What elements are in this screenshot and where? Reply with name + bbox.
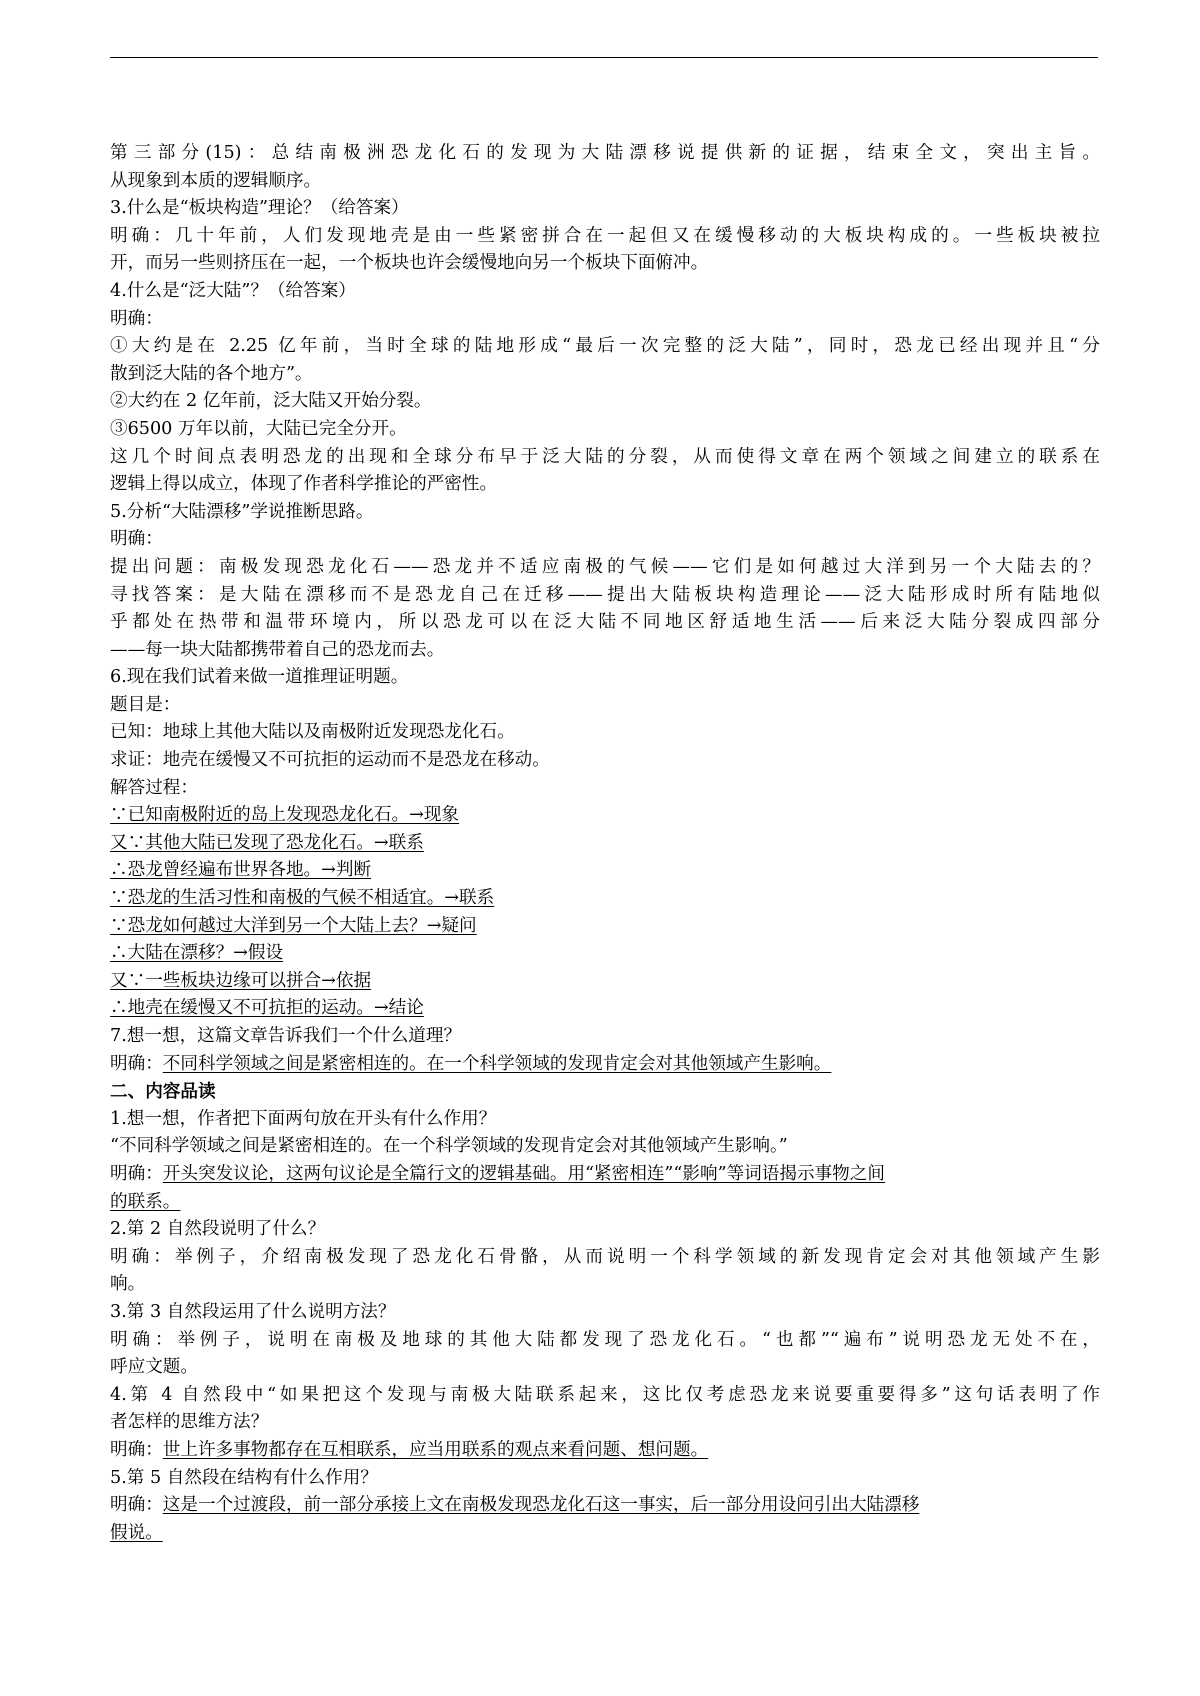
question-heading: 5.分析“大陆漂移”学说推断思路。 xyxy=(110,501,374,522)
text-line: 散到泛大陆的各个地方”。 xyxy=(110,363,313,384)
text-line: 明确：举例子，介绍南极发现了恐龙化石骨骼，从而说明一个科学领域的新发现肯定会对其他领域产生影 xyxy=(110,1246,1100,1267)
quote-line: “不同科学领域之间是紧密相连的。在一个科学领域的发现肯定会对其他领域产生影响。” xyxy=(110,1136,788,1157)
answer-line: 明确：不同科学领域之间是紧密相连的。在一个科学领域的发现肯定会对其他领域产生影响。 xyxy=(110,1053,832,1074)
question-heading: 者怎样的思维方法？ xyxy=(110,1412,269,1433)
text-line: 明确：举例子，说明在南极及地球的其他大陆都发现了恐龙化石。“也都”“遍布”说明恐龙无处不在， xyxy=(110,1329,1100,1350)
text-line: 寻找答案：是大陆在漂移而不是恐龙自己在迁移——提出大陆板块构造理论——泛大陆形成时所有陆地似 xyxy=(110,584,1100,605)
text-line: 乎都处在热带和温带环境内，所以恐龙可以在泛大陆不同地区舒适地生活——后来泛大陆分裂成四部分 xyxy=(110,612,1100,633)
question-heading: 5.第 5 自然段在结构有什么作用？ xyxy=(110,1467,378,1488)
proof-step: ∵恐龙如何越过大洋到另一个大陆上去？→疑问 xyxy=(110,915,477,936)
question-heading: 3.第 3 自然段运用了什么说明方法？ xyxy=(110,1301,396,1322)
question-heading: 6.现在我们试着来做一道推理证明题。 xyxy=(110,667,409,688)
answer-label: 明确： xyxy=(110,308,163,329)
question-heading: 4.第 4 自然段中“如果把这个发现与南极大陆联系起来，这比仅考虑恐龙来说要重要得多”这句话表明了作 xyxy=(110,1384,1100,1405)
proof-step: ∴大陆在漂移？→假设 xyxy=(110,943,284,964)
question-heading: 3.什么是“板块构造”理论？（给答案） xyxy=(110,198,409,219)
proof-step: 又∵一些板块边缘可以拼合→依据 xyxy=(110,970,372,991)
text-line: 题目是： xyxy=(110,694,181,715)
text-line: 解答过程： xyxy=(110,777,198,798)
text-line: 逻辑上得以成立，体现了作者科学推论的严密性。 xyxy=(110,474,498,495)
answer-line: 的联系。 xyxy=(110,1191,181,1212)
text-line: 第三部分(15)：总结南极洲恐龙化石的发现为大陆漂移说提供新的证据，结束全文，突出主旨。 xyxy=(110,143,1100,163)
header-rule xyxy=(110,57,1098,58)
text-line: ——每一块大陆都携带着自己的恐龙而去。 xyxy=(110,639,445,660)
proof-step: ∵恐龙的生活习性和南极的气候不相适宜。→联系 xyxy=(110,888,495,909)
question-heading: 2.第 2 自然段说明了什么？ xyxy=(110,1219,326,1240)
text-line: 从现象到本质的逻辑顺序。 xyxy=(110,170,322,191)
text-line: 求证：地壳在缓慢又不可抗拒的运动而不是恐龙在移动。 xyxy=(110,750,550,771)
text-line: 响。 xyxy=(110,1274,146,1295)
section-heading: 二、内容品读 xyxy=(110,1081,216,1103)
text-line: 这几个时间点表明恐龙的出现和全球分布早于泛大陆的分裂，从而使得文章在两个领域之间建立的联系在 xyxy=(110,446,1100,467)
question-heading: 1.想一想，作者把下面两句放在开头有什么作用？ xyxy=(110,1108,497,1129)
text-line: 开，而另一些则挤压在一起，一个板块也许会缓慢地向另一个板块下面俯冲。 xyxy=(110,253,709,274)
proof-step: ∴地壳在缓慢又不可抗拒的运动。→结论 xyxy=(110,998,424,1019)
text-line: ①大约是在 2.25 亿年前，当时全球的陆地形成“最后一次完整的泛大陆”，同时，恐龙已经出现并且“分 xyxy=(110,336,1100,357)
answer-label: 明确： xyxy=(110,529,163,550)
text-line: 呼应文题。 xyxy=(110,1357,198,1378)
text-line: ③6500 万年以前，大陆已完全分开。 xyxy=(110,418,407,439)
answer-line: 明确：开头突发议论，这两句议论是全篇行文的逻辑基础。用“紧密相连”“影响”等词语揭示事物之间 xyxy=(110,1163,885,1184)
proof-step: ∵已知南极附近的岛上发现恐龙化石。→现象 xyxy=(110,805,460,826)
text-line: 已知：地球上其他大陆以及南极附近发现恐龙化石。 xyxy=(110,722,515,743)
answer-line: 明确：世上许多事物都存在互相联系，应当用联系的观点来看问题、想问题。 xyxy=(110,1439,709,1460)
proof-step: ∴恐龙曾经遍布世界各地。→判断 xyxy=(110,860,372,881)
text-line: ②大约在 2 亿年前，泛大陆又开始分裂。 xyxy=(110,391,432,412)
answer-line: 假说。 xyxy=(110,1522,163,1543)
question-heading: 7.想一想，这篇文章告诉我们一个什么道理？ xyxy=(110,1026,462,1046)
question-heading: 4.什么是“泛大陆”？（给答案） xyxy=(110,280,356,301)
text-line: 明确：几十年前，人们发现地壳是由一些紧密拼合在一起但又在缓慢移动的大板块构成的。一些板块被拉 xyxy=(110,225,1100,246)
answer-line: 明确：这是一个过渡段，前一部分承接上文在南极发现恐龙化石这一事实，后一部分用设问引出大陆漂移 xyxy=(110,1495,920,1516)
document-body xyxy=(110,140,1100,1547)
text-line: 提出问题：南极发现恐龙化石——恐龙并不适应南极的气候——它们是如何越过大洋到另一个大陆去的？ xyxy=(110,556,1100,577)
proof-step: 又∵其他大陆已发现了恐龙化石。→联系 xyxy=(110,832,424,853)
